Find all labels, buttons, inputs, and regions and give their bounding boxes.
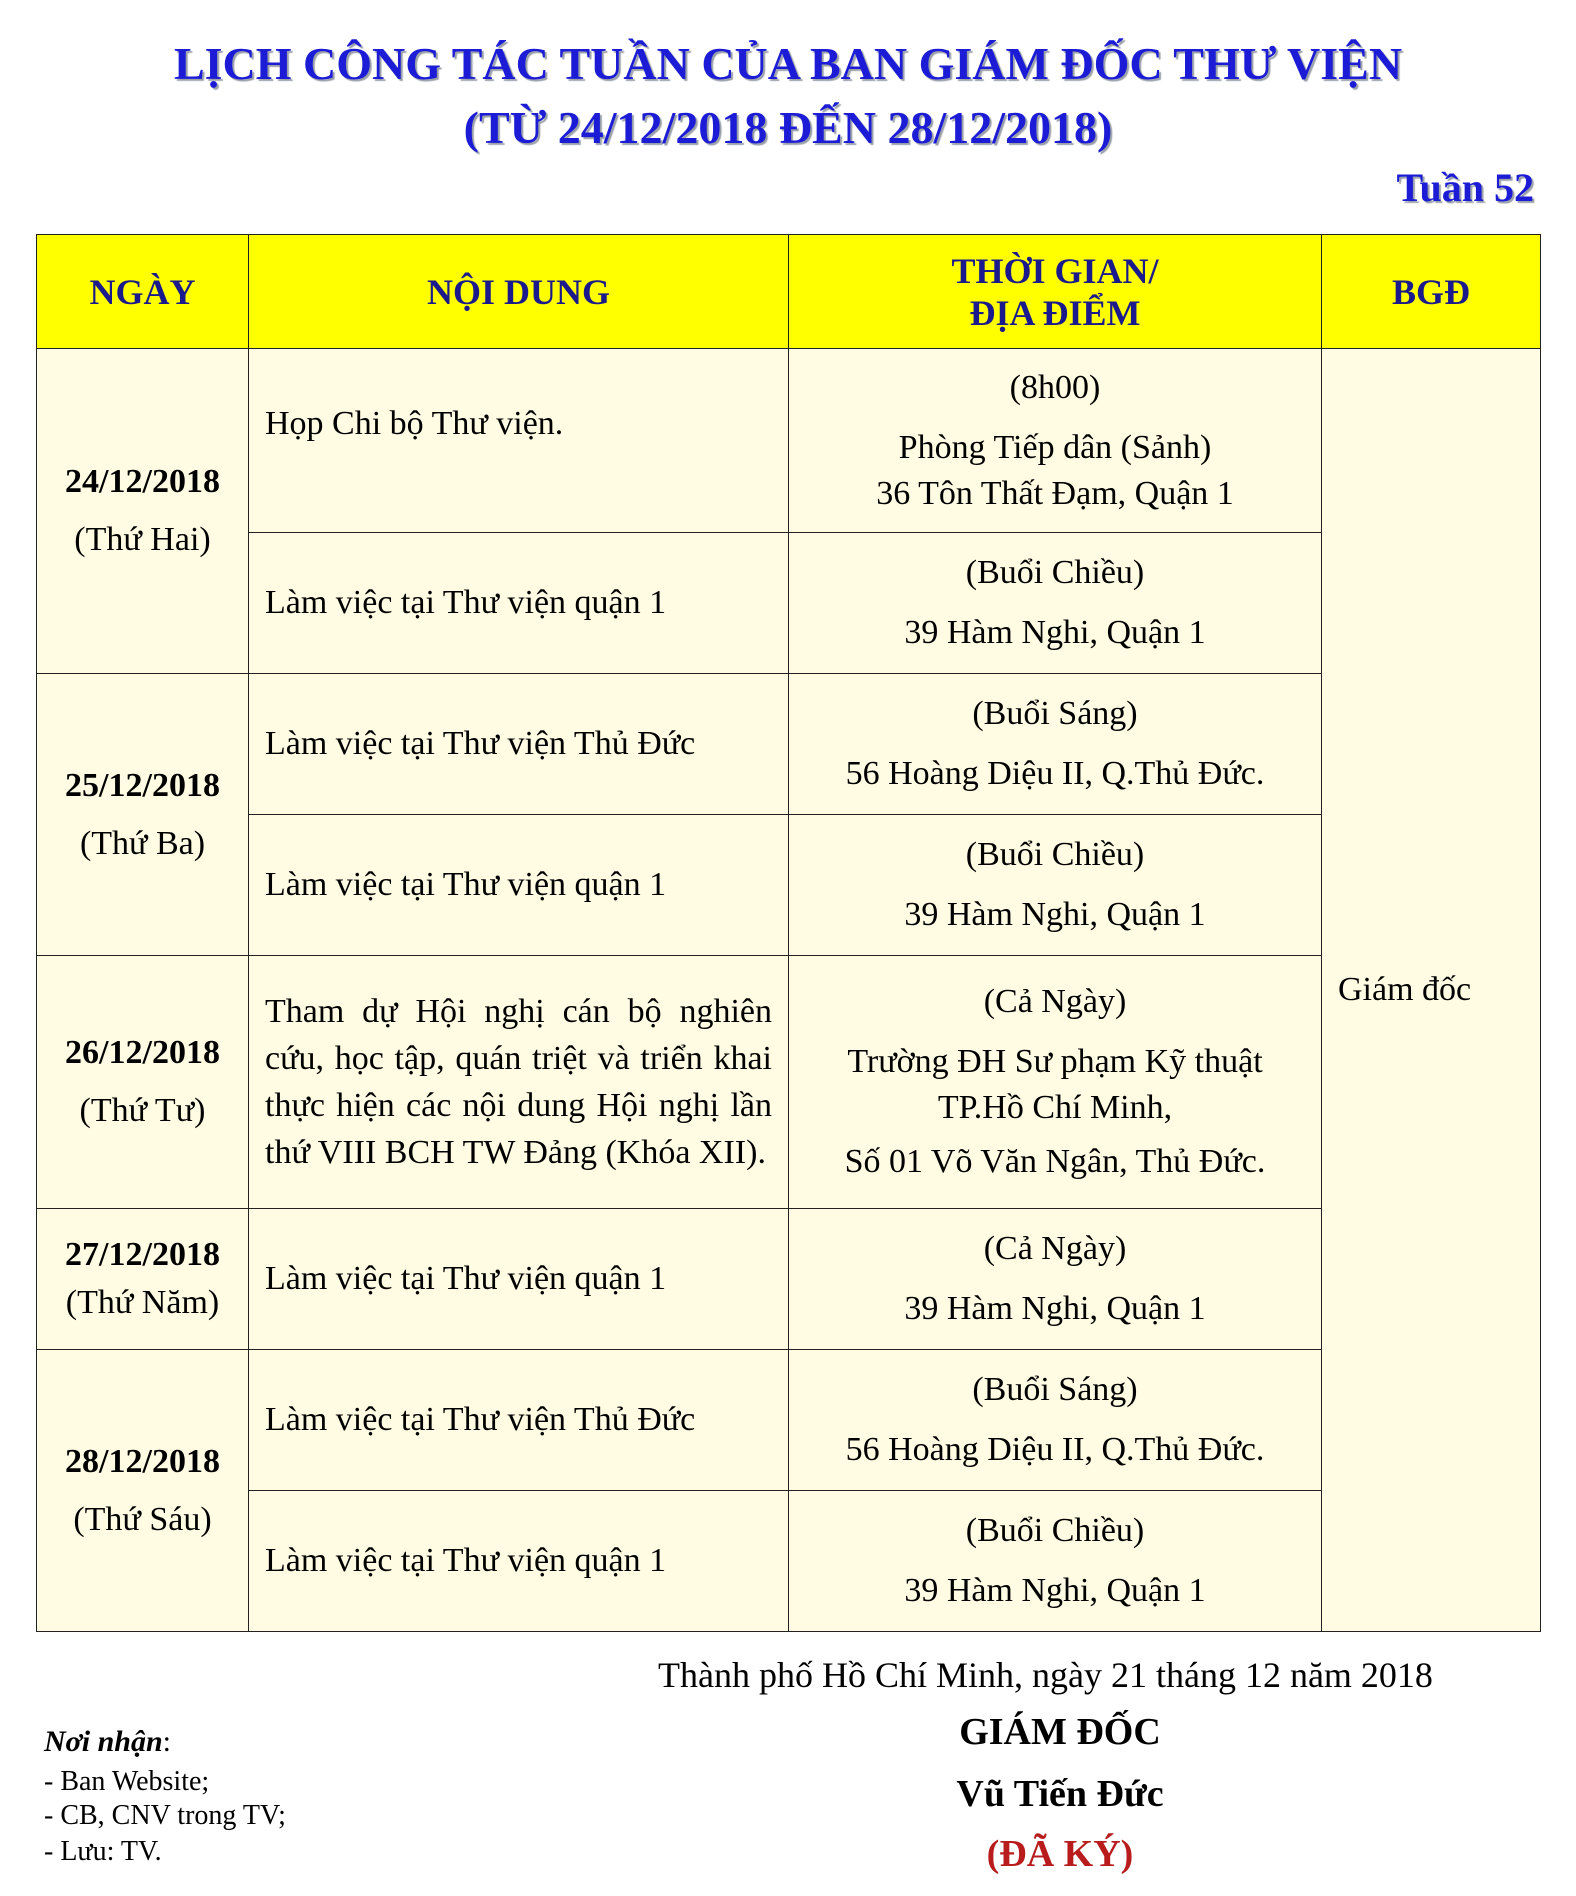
content-cell: Làm việc tại Thư viện quận 1 — [249, 1491, 789, 1632]
time-text: (Buổi Chiều) — [965, 1512, 1145, 1549]
day-date: 28/12/2018 — [65, 1442, 220, 1480]
table-row — [37, 956, 1541, 1209]
content-cell: Làm việc tại Thư viện quận 1 — [249, 815, 789, 956]
place-text: Trường ĐH Sư phạm Kỹ thuật — [847, 1043, 1263, 1080]
table-row — [37, 1209, 1541, 1350]
time-text: (Cả Ngày) — [983, 983, 1127, 1020]
time-place-cell — [789, 1350, 1322, 1491]
signer-position: GIÁM ĐỐC — [959, 1711, 1161, 1753]
recipient-item: - CB, CNV trong TV; — [44, 1800, 286, 1831]
place-text: 39 Hàm Nghi, Quận 1 — [904, 1572, 1206, 1609]
recipients-title-text: Nơi nhận — [44, 1725, 163, 1758]
day-cell — [37, 956, 249, 1209]
table-row — [37, 349, 1541, 533]
day-cell — [37, 349, 249, 674]
time-place-cell — [789, 533, 1322, 674]
place-text: Phòng Tiếp dân (Sảnh) — [898, 428, 1212, 466]
content-cell: Làm việc tại Thư viện quận 1 — [249, 533, 789, 674]
content-cell: Làm việc tại Thư viện Thủ Đức — [249, 674, 789, 815]
header-time-place — [789, 235, 1322, 349]
day-date: 26/12/2018 — [65, 1034, 220, 1071]
day-cell — [37, 1209, 249, 1350]
time-place-cell — [789, 674, 1322, 815]
time-text: (Buổi Chiều) — [965, 836, 1145, 873]
time-place-cell — [789, 956, 1322, 1209]
time-place-cell — [789, 815, 1322, 956]
place-text: 56 Hoàng Diệu II, Q.Thủ Đức. — [845, 755, 1265, 792]
header-day: NGÀY — [37, 235, 249, 349]
content-cell: Họp Chi bộ Thư viện. — [249, 349, 789, 533]
place-text: TP.Hồ Chí Minh, — [937, 1089, 1173, 1126]
place-text: 36 Tôn Thất Đạm, Quận 1 — [876, 474, 1234, 512]
recipient-item: - Lưu: TV. — [44, 1836, 162, 1867]
table-row — [37, 674, 1541, 815]
recipients-title — [44, 1725, 171, 1759]
time-place-cell — [789, 1209, 1322, 1350]
day-date: 24/12/2018 — [65, 463, 220, 500]
time-place-cell — [789, 1491, 1322, 1632]
footer-date-line: Thành phố Hồ Chí Minh, ngày 21 tháng 12 năm 2018 — [658, 1655, 1433, 1695]
time-text: (Buổi Sáng) — [972, 695, 1138, 732]
content-cell: Tham dự Hội nghị cán bộ nghiên cứu, học tập, quán triệt và triển khai thực hiện các nội dung Hội nghị lần thứ VIII BCH TW Đảng (Khóa XII). — [249, 956, 789, 1209]
signer-name: Vũ Tiến Đức — [956, 1773, 1164, 1815]
day-cell — [37, 1350, 249, 1632]
time-text: (Buổi Chiều) — [965, 554, 1145, 591]
place-text: 56 Hoàng Diệu II, Q.Thủ Đức. — [845, 1431, 1265, 1468]
day-date: 27/12/2018 — [65, 1236, 220, 1273]
place-text: 39 Hàm Nghi, Quận 1 — [904, 614, 1206, 651]
header-time: THỜI GIAN/ — [951, 250, 1159, 291]
place-text: 39 Hàm Nghi, Quận 1 — [904, 1290, 1206, 1327]
header-bgd: BGĐ — [1322, 235, 1541, 349]
table-header-row — [37, 235, 1541, 349]
day-cell — [37, 674, 249, 956]
day-weekday: (Thứ Ba) — [79, 824, 206, 862]
schedule-table — [36, 234, 1541, 1632]
content-cell: Làm việc tại Thư viện quận 1 — [249, 1209, 789, 1350]
time-text: (Buổi Sáng) — [972, 1371, 1138, 1408]
header-place: ĐỊA ĐIỂM — [969, 292, 1141, 333]
table-row — [37, 815, 1541, 956]
recipient-item: - Ban Website; — [44, 1766, 210, 1797]
page-title: LỊCH CÔNG TÁC TUẦN CỦA BAN GIÁM ĐỐC THƯ VIỆN — [173, 38, 1403, 89]
day-weekday: (Thứ Năm) — [65, 1284, 220, 1321]
header-content: NỘI DUNG — [249, 235, 789, 349]
signed-note: (ĐÃ KÝ) — [986, 1833, 1134, 1875]
day-date: 25/12/2018 — [65, 766, 220, 804]
time-place-cell — [789, 349, 1322, 533]
recipients-title-colon: : — [162, 1725, 171, 1758]
day-weekday: (Thứ Hai) — [74, 521, 211, 558]
time-text: (8h00) — [1009, 368, 1101, 406]
place-text: Số 01 Võ Văn Ngân, Thủ Đức. — [844, 1143, 1266, 1180]
page-subtitle-date-range: (TỪ 24/12/2018 ĐẾN 28/12/2018) — [463, 102, 1113, 153]
table-row — [37, 533, 1541, 674]
day-weekday: (Thứ Sáu) — [73, 1500, 212, 1538]
bgd-cell: Giám đốc — [1322, 349, 1541, 1632]
time-text: (Cả Ngày) — [983, 1230, 1127, 1267]
week-number: Tuần 52 — [1396, 165, 1534, 210]
place-text: 39 Hàm Nghi, Quận 1 — [904, 896, 1206, 933]
table-row — [37, 1350, 1541, 1491]
table-row — [37, 1491, 1541, 1632]
content-cell: Làm việc tại Thư viện Thủ Đức — [249, 1350, 789, 1491]
day-weekday: (Thứ Tư) — [79, 1092, 206, 1129]
